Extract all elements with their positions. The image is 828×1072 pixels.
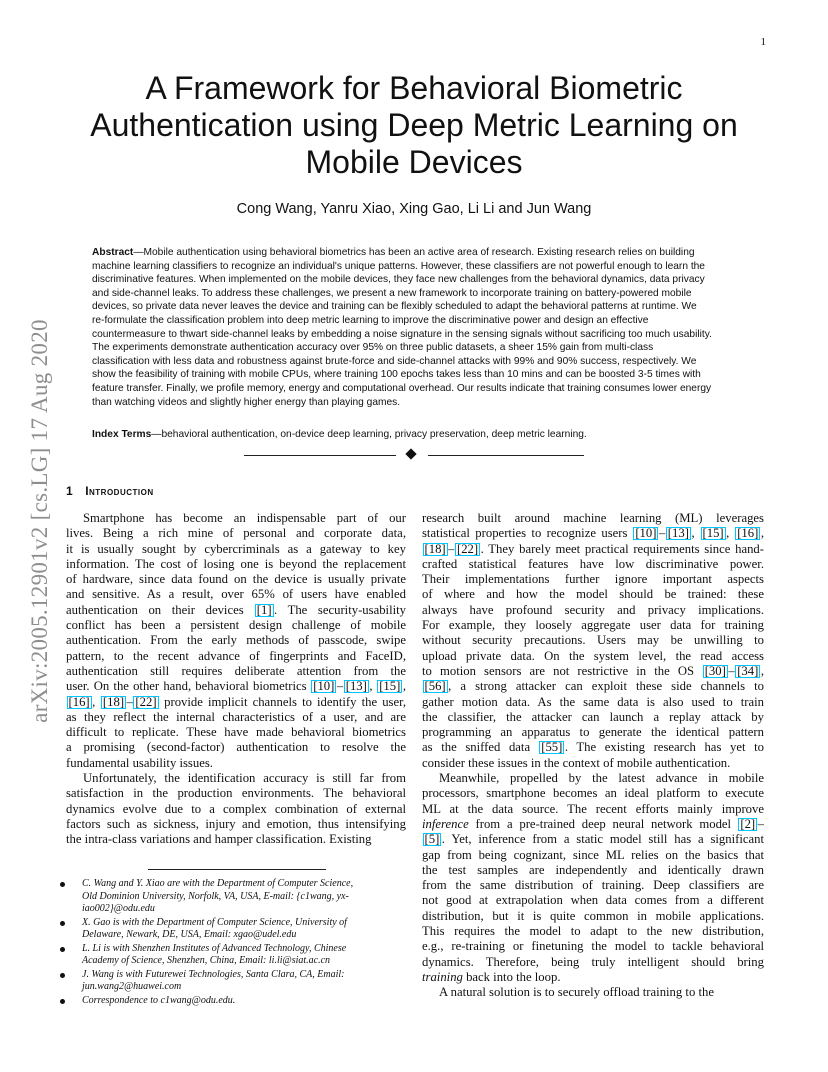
body-text: ML at the data source. The recent efforts mainly improve — [422, 801, 764, 816]
body-text: Their implementations further ignore important aspects — [422, 572, 764, 587]
line-content — [83, 771, 406, 785]
text-line — [422, 832, 764, 847]
line-content — [66, 725, 406, 739]
text-line — [422, 848, 764, 863]
text-line — [66, 664, 406, 679]
body-text: fundamental usability issues. — [66, 755, 213, 770]
line-content — [66, 572, 406, 586]
text-line — [422, 740, 764, 755]
body-text: as the sniffed data — [422, 740, 539, 755]
body-text: , — [369, 679, 377, 694]
line-content — [422, 955, 764, 969]
text-line — [66, 740, 406, 755]
line-content — [422, 603, 764, 617]
body-text: back into the loop. — [462, 969, 561, 984]
body-text: always have profound security and privacy implications. — [422, 602, 764, 617]
text-line — [422, 511, 764, 526]
text-line — [422, 618, 764, 633]
body-text: and sensitive. As a result, over 65% of users have enabled — [66, 587, 406, 602]
line-content — [422, 664, 764, 678]
citation-link[interactable]: [16] — [737, 526, 759, 541]
emphasis-text: inference — [422, 816, 469, 831]
line-content — [422, 878, 764, 892]
text-line — [422, 771, 764, 786]
bullet-icon — [60, 999, 65, 1004]
section-title: Introduction — [85, 484, 154, 498]
text-line — [422, 603, 764, 618]
body-text: not good at extrapolation when data comes from a different — [422, 893, 764, 908]
line-content — [66, 618, 406, 632]
text-line — [66, 649, 406, 664]
text-line — [66, 786, 406, 801]
footnote-item — [56, 878, 408, 916]
text-line — [422, 664, 764, 679]
citation-link[interactable]: [13] — [345, 679, 367, 694]
text-line — [422, 786, 764, 801]
text-line — [422, 557, 764, 572]
body-text: dynamics evolve due to a complex combination of external — [66, 801, 406, 816]
text-line — [66, 633, 406, 648]
text-line — [422, 587, 764, 602]
index-terms-text: —behavioral authentication, on-device deep learning, privacy preservation, deep metric learning. — [151, 429, 587, 440]
body-text: difficult to replicate. These have made behavioral biometrics — [66, 725, 406, 740]
text-line — [422, 909, 764, 924]
body-text: . They barely meet practical requirements since hand- — [480, 541, 764, 556]
line-content — [422, 695, 764, 709]
index-terms — [92, 428, 742, 442]
line-content — [66, 802, 406, 816]
line-content — [422, 909, 764, 923]
citation-link[interactable]: [10] — [313, 679, 335, 694]
text-line — [422, 878, 764, 893]
line-content — [66, 710, 406, 724]
diamond-icon — [405, 448, 416, 459]
line-content — [66, 526, 406, 540]
footnote-line: C. Wang and Y. Xiao are with the Department of Computer Science, — [82, 878, 354, 889]
line-content — [66, 557, 406, 571]
line-content — [422, 649, 764, 663]
citation-link[interactable]: [10] — [635, 526, 657, 541]
citation-link[interactable]: [18] — [424, 541, 446, 556]
citation-link[interactable]: [5] — [424, 832, 440, 847]
body-text: as they reflect the internal characteristics of a user, and are — [66, 709, 406, 724]
footnote-item — [56, 969, 408, 994]
line-content — [422, 557, 764, 571]
body-text: information. The cost of losing one is beyond the replacement — [66, 556, 406, 571]
citation-link[interactable]: [22] — [456, 541, 479, 556]
body-text: the test samples are independently and identically drawn — [422, 862, 764, 877]
abstract-line: machine learning classifiers to recognize an individual's unique patterns. However, these classifiers are not powerful enough to learn the — [92, 260, 705, 272]
line-content — [422, 572, 764, 586]
body-text: upload private data. On the system level, the read access — [422, 648, 764, 663]
abstract-line: than watching videos and slightly higher energy than playing games. — [92, 396, 401, 408]
line-content — [422, 740, 764, 754]
bullet-icon — [60, 973, 65, 978]
separator-rule — [244, 455, 396, 456]
line-content — [66, 587, 406, 601]
title-line: A Framework for Behavioral Biometric — [145, 70, 683, 106]
body-text: gap from being cognizant, since ML relies on the basics that — [422, 847, 764, 862]
line-content — [422, 756, 730, 770]
line-content — [66, 695, 406, 709]
abstract-line: countermeasure to thwart side-channel leaks by embedding a noise signature in the sensing signals without sacrificing too much usability. — [92, 328, 712, 340]
abstract-line: devices, so private data never leaves the device and training can be flexibly scheduled to adapt the behavioral patterns at runtime. We — [92, 301, 697, 313]
body-text: statistical properties to recognize users — [422, 526, 633, 541]
left-column — [66, 511, 406, 848]
text-line — [66, 526, 406, 541]
line-content — [66, 817, 406, 831]
text-line — [66, 832, 406, 847]
line-content — [66, 542, 406, 556]
line-content — [422, 511, 764, 525]
line-content — [66, 740, 406, 754]
line-content — [422, 542, 764, 556]
text-line — [422, 633, 764, 648]
footnote-line: iao002}@odu.edu — [82, 903, 155, 914]
text-line — [422, 955, 764, 970]
line-content — [422, 817, 764, 831]
line-content — [66, 832, 371, 846]
line-content — [66, 756, 213, 770]
body-text: research built around machine learning (ML) leverages — [422, 511, 764, 525]
abstract-line: and side-channel leaks. To address these challenges, we present a new framework to incorporate training on battery-powered mobile — [92, 287, 692, 299]
body-text: – — [448, 541, 455, 556]
citation-link[interactable]: [30] — [704, 663, 726, 678]
body-text: . Yet, inference from a static model still has a significant — [441, 832, 764, 847]
body-text: – — [757, 816, 764, 831]
body-text: programming an apparatus to generate the identical pattern — [422, 725, 764, 740]
line-content — [66, 679, 406, 693]
text-line — [66, 572, 406, 587]
text-line — [422, 939, 764, 954]
text-line — [66, 511, 406, 526]
citation-link[interactable]: [15] — [379, 679, 401, 694]
body-text: , a strong attacker can exploit these side channels to — [448, 679, 764, 694]
text-line — [66, 695, 406, 710]
arxiv-identifier — [20, 276, 60, 766]
line-content — [422, 587, 764, 601]
body-text: – — [728, 663, 735, 678]
body-text: from a pre-trained deep neural network model — [468, 816, 738, 831]
line-content — [422, 618, 764, 632]
body-text: . The existing research has yet to — [564, 740, 764, 755]
body-text: factors such as sickness, injury and emotion, thus intensifying — [66, 816, 406, 831]
abstract-text: —Mobile authentication using behavioral biometrics has been an active area of research. Existing research relies on building — [133, 247, 695, 258]
text-line — [422, 756, 764, 771]
line-content — [422, 679, 764, 693]
text-line — [66, 817, 406, 832]
body-text: user. On the other hand, behavioral biometrics — [66, 679, 311, 694]
footnote-line: Academy of Science, Shenzhen, China, Email: li.li@siat.ac.cn — [82, 955, 331, 966]
line-content — [422, 725, 764, 739]
text-line — [422, 572, 764, 587]
footnote-item — [56, 917, 408, 942]
body-text: , — [92, 694, 101, 709]
abstract-line — [92, 246, 742, 260]
abstract-line: feature transfer. Finally, we profile memory, energy and computational overhead. Our results indicate that training consumes lower energy — [92, 382, 712, 394]
body-text: authentication still requires deliberate attention from the — [66, 663, 406, 678]
line-content — [66, 633, 406, 647]
body-text: of hardware, since data found on the device is usually private — [66, 572, 406, 587]
index-terms-heading: Index Terms — [92, 429, 152, 440]
line-content — [422, 633, 764, 647]
footnote-line: X. Gao is with the Department of Computer Science, University of — [82, 916, 347, 928]
body-text: . The security-usability — [274, 602, 406, 617]
text-line — [66, 618, 406, 633]
citation-link[interactable]: [1] — [256, 602, 272, 617]
body-text: satisfaction in the production environments. The behavioral — [66, 786, 406, 801]
text-line — [422, 924, 764, 939]
abstract-heading: Abstract — [92, 247, 134, 258]
body-text: This requires the model to adapt to the new distribution, — [422, 924, 764, 939]
text-line — [422, 893, 764, 908]
body-text: without security precautions. Users may be unwilling to — [422, 633, 764, 648]
citation-link[interactable]: [15] — [702, 526, 724, 541]
body-text: gather motion data. As the same data is also used to train — [422, 694, 764, 709]
body-text: – — [126, 694, 133, 709]
text-line — [66, 557, 406, 572]
body-text: pattern, to the recent advance of fingerprints and FaceID, — [66, 648, 406, 663]
arxiv-stamp: arXiv:2005.12901v2 [cs.LG] 17 Aug 2020 — [27, 319, 52, 723]
bullet-icon — [60, 921, 65, 926]
footnote-line: jun.wang2@huawei.com — [82, 981, 182, 992]
text-line — [66, 679, 406, 694]
page-number: 1 — [760, 36, 766, 48]
body-text: , — [760, 663, 764, 678]
line-content — [422, 939, 764, 953]
text-line — [66, 587, 406, 602]
text-line — [66, 603, 406, 618]
line-content — [422, 832, 764, 846]
abstract-line: discriminative features. When implemented on the mobile devices, they face new challenges from the behavioral dynamics, data privacy — [92, 274, 705, 286]
citation-link[interactable]: [16] — [68, 694, 90, 709]
section-separator — [244, 449, 584, 463]
text-line — [422, 817, 764, 832]
text-line — [422, 542, 764, 557]
citation-link[interactable]: [22] — [135, 694, 157, 709]
body-text: provide implicit channels to identify the user, — [159, 694, 407, 709]
footnote-item — [56, 943, 408, 968]
text-line — [422, 863, 764, 878]
text-line — [422, 649, 764, 664]
abstract-line: re-formulate the classification problem into deep metric learning to improve the discriminative power and design an effective — [92, 314, 649, 326]
abstract — [92, 246, 742, 409]
line-content — [66, 664, 406, 678]
line-content — [422, 893, 764, 907]
body-text: the classifier, the attacker can launch a replay attack by — [422, 709, 764, 724]
text-line — [422, 725, 764, 740]
line-content — [422, 786, 764, 800]
line-content — [422, 924, 764, 938]
abstract-line: show the feasibility of training with mobile CPUs, where training 100 epochs takes less than 10 mins and can be boosted 3-5 times with — [92, 369, 701, 381]
body-text: e.g., re-training or finetuning the model to tackle behavioral — [422, 939, 764, 954]
abstract-line: classification with less data and robustness against brute-force and side-channel attacks with 99% and 90% success, respectively. We — [92, 355, 697, 367]
citation-link[interactable]: [13] — [667, 526, 689, 541]
text-line — [422, 695, 764, 710]
text-line — [66, 771, 406, 786]
footnote-line: Delaware, Newark, DE, USA, Email: xgao@udel.edu — [82, 929, 297, 940]
line-content — [83, 511, 406, 525]
line-content — [66, 649, 406, 663]
body-text: Smartphone has become an indispensable part of our — [83, 511, 406, 525]
text-line — [422, 679, 764, 694]
title-line: Mobile Devices — [305, 144, 523, 180]
section-number: 1 — [66, 484, 74, 498]
text-line — [66, 725, 406, 740]
body-text: – — [336, 679, 344, 694]
body-text: , — [726, 526, 735, 541]
body-text: dynamics. Therefore, being truly intelligent should bring — [422, 954, 764, 969]
body-text: crafted statistical features have low discriminative power. — [422, 556, 764, 571]
body-text: from the same distribution of training. Deep classifiers are — [422, 878, 764, 893]
title-line: Authentication using Deep Metric Learning on — [90, 107, 738, 143]
line-content — [66, 786, 406, 800]
citation-link[interactable]: [2] — [740, 816, 756, 831]
footnote-item — [56, 995, 408, 1008]
line-content — [439, 985, 714, 999]
body-text: , — [402, 679, 407, 694]
paper-title — [80, 70, 748, 181]
body-text: For example, they loosely aggregate user data for training — [422, 618, 764, 633]
line-content — [66, 603, 406, 617]
body-text: Meanwhile, propelled by the latest advance in mobile — [439, 771, 764, 786]
footnote-line: Old Dominion University, Norfolk, VA, USA, E-mail: {c1wang, yx- — [82, 890, 349, 902]
emphasis-text: training — [422, 969, 463, 984]
footnotes — [56, 878, 408, 1008]
body-text: a promising (second-factor) authentication to resolve the — [66, 740, 406, 755]
text-line — [422, 802, 764, 817]
text-line — [422, 526, 764, 541]
bullet-icon — [60, 882, 65, 887]
body-text: conflict has been a persistent design challenge of mobile — [66, 618, 406, 633]
abstract-line: The experiments demonstrate authentication accuracy over 95% on three public datasets, a sheer 15% gain from multi-class — [92, 342, 654, 354]
body-text: authentication on their devices — [66, 602, 255, 617]
right-column — [422, 511, 764, 1001]
line-content — [422, 848, 764, 862]
line-content — [422, 970, 561, 984]
body-text: Unfortunately, the identification accuracy is still far from — [83, 771, 406, 786]
body-text: to motion sensors are not restrictive in the OS — [422, 663, 703, 678]
body-text: consider these issues in the context of mobile authentication. — [422, 755, 731, 770]
body-text: – — [658, 526, 666, 541]
citation-link[interactable]: [55] — [541, 740, 563, 755]
body-text: A natural solution is to securely offload training to the — [439, 985, 714, 1000]
body-text: processors, smartphone becomes an ideal platform to execute — [422, 786, 764, 801]
text-line — [66, 710, 406, 725]
text-line — [66, 542, 406, 557]
body-text: lives. Being a rich mine of personal and corporate data, — [66, 526, 406, 541]
line-content — [422, 802, 764, 816]
text-line — [422, 710, 764, 725]
text-line — [66, 802, 406, 817]
section-heading — [66, 484, 154, 498]
body-text: of where and how the model should be trained: these — [422, 587, 764, 602]
line-content — [422, 526, 764, 540]
body-text: authentication. From the early methods of passcode, swipe — [66, 633, 406, 648]
citation-link[interactable]: [56] — [424, 679, 446, 694]
footnote-rule — [148, 869, 326, 870]
line-content — [439, 771, 764, 785]
footnote-line: Correspondence to c1wang@odu.edu. — [82, 994, 236, 1006]
body-text: it is usually sought by cybercriminals as a gateway to key — [66, 541, 406, 556]
body-text: , — [760, 526, 765, 541]
separator-rule — [428, 455, 584, 456]
citation-link[interactable]: [34] — [737, 663, 759, 678]
text-line — [66, 756, 406, 771]
line-content — [422, 710, 764, 724]
text-line — [422, 970, 764, 985]
body-text: , — [691, 526, 700, 541]
line-content — [422, 863, 764, 877]
citation-link[interactable]: [18] — [102, 694, 125, 709]
author-list: Cong Wang, Yanru Xiao, Xing Gao, Li Li and Jun Wang — [236, 201, 592, 217]
body-text: the intra-class variations and hamper classification. Existing — [66, 832, 372, 847]
bullet-icon — [60, 947, 65, 952]
footnote-line: J. Wang is with Futurewei Technologies, Santa Clara, CA, Email: — [82, 968, 345, 980]
footnote-line: L. Li is with Shenzhen Institutes of Advanced Technology, Chinese — [82, 942, 347, 954]
body-text: distribution, but it is quite common in mobile applications. — [422, 908, 764, 923]
text-line — [422, 985, 764, 1000]
